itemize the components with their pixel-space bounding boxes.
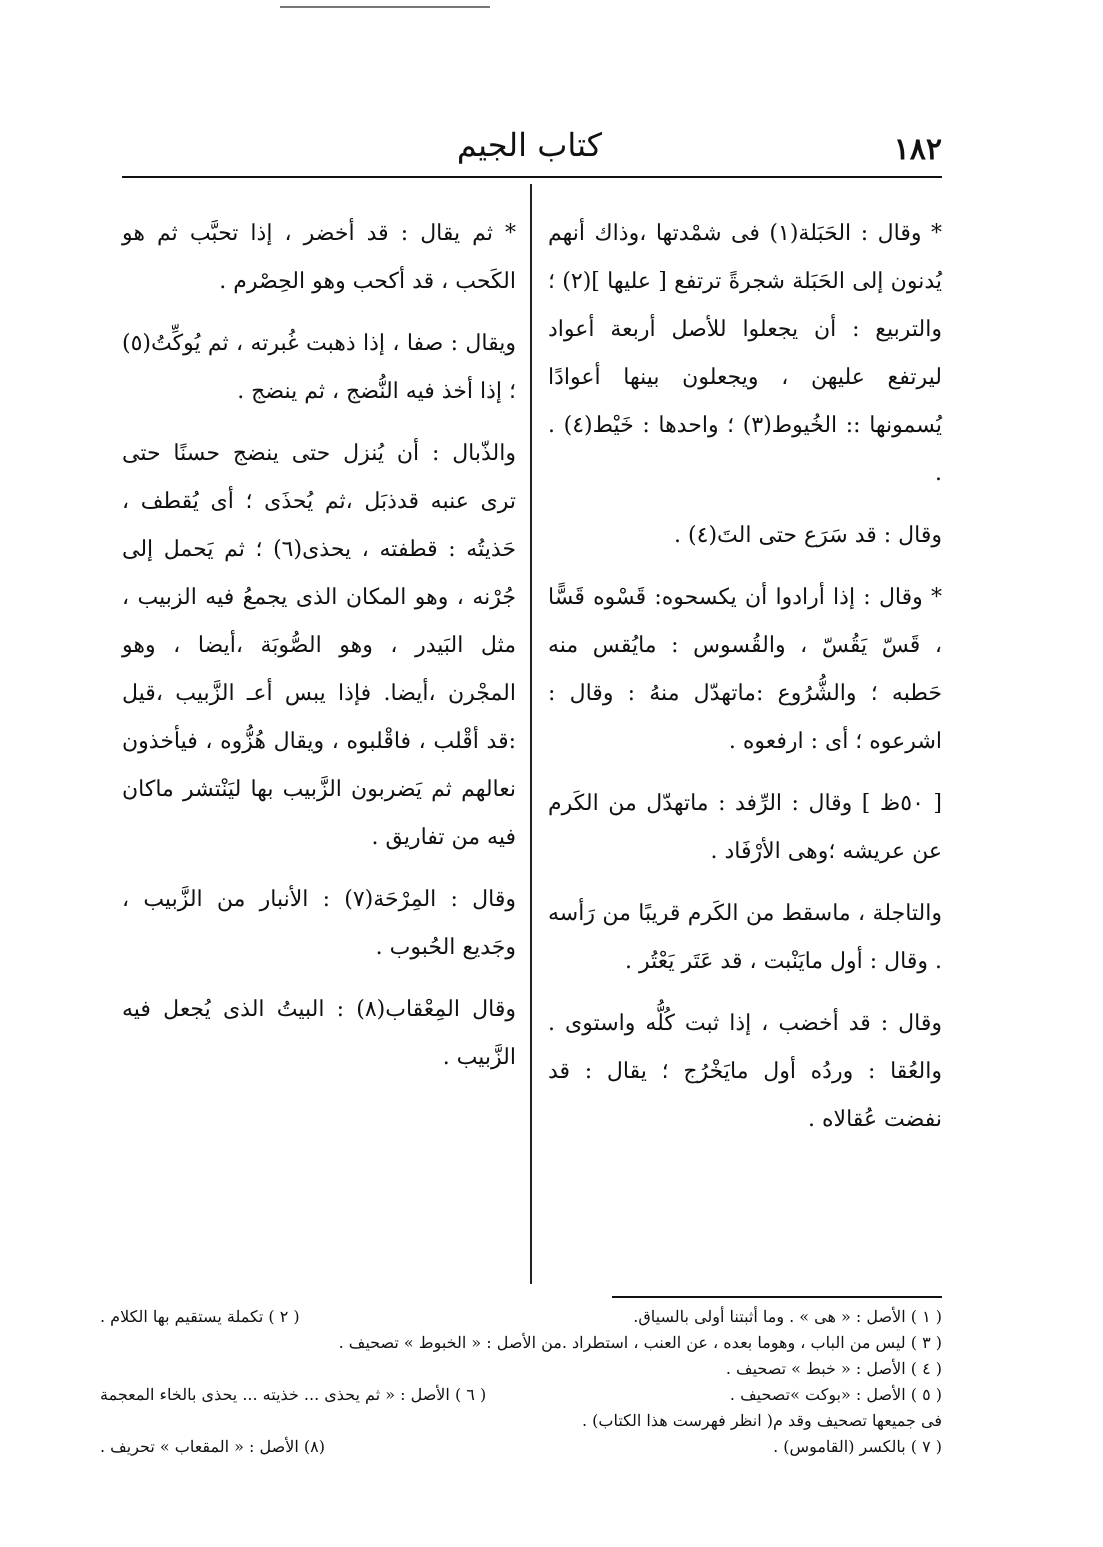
paragraph: وقال : المِرْحَة(٧) : الأنبار من الزَّبيب ، وجَديع الحُبوب . [122,887,516,960]
paragraph: ويقال : صفا ، إذا ذهبت غُبرته ، ثم يُوكِّتُ(٥) ؛ إذا أخذ فيه النُّضج ، ثم ينضج . [122,331,516,404]
header-rule [122,176,942,178]
page-number: ١٨٢ [893,132,942,167]
footnote-row [100,1356,942,1382]
right-column [548,210,942,1158]
running-title: كتاب الجيم [456,126,602,164]
footnote-row [100,1382,942,1408]
footnote: ( ٢ ) تكملة يستقيم بها الكلام . [100,1307,300,1326]
footnote-rule [612,1296,942,1298]
footnote: ( ١ ) الأصل : « هى » . وما أثبتنا أولى بالسياق. [633,1307,942,1326]
footnote: ( ٣ ) ليس من الباب ، وهوما بعده ، عن العنب ، استطراد .من الأصل : « الخبوط » تصحيف . [338,1333,942,1352]
footnote: ( ٤ ) الأصل : « خبط » تصحيف . [725,1359,942,1378]
footnote: ( ٧ ) بالكسر (القاموس) . [773,1437,942,1456]
paragraph: * وقال : إذا أرادوا أن يكسحوه: قَسْوه قَسًّا ، قَسّ يَقُسّ ، والقُسوس : مايُقس منه حَطبه ؛ والشُّرُوع :ماتهدّل منهُ : وقال : اشرعوه ؛ أى : ارفعوه . [548,585,942,754]
footnote: فى جميعها تصحيف وقد م( انظر فهرست هذا الكتاب) . [581,1411,942,1430]
paragraph: والذّبال : أن يُنزل حتى ينضج حسنًا حتى ترى عنبه قدذبَل ،ثم يُحذَى ؛ أى يُقطف ، حَذيتُه : قطفته ، يحذى(٦) ؛ ثم يَحمل إلى جُرْنه ، وهو المكان الذى يجمعُ فيه الزبيب ، مثل البَيدر ، وهو الصُّوبَة ،أيضا ، وهو المجْرن ،أيضا. فإذا يبس أعـ الزَّبيب ،قيل :قد أقْلب ، فاقْلبوه ، ويقال هُزُّوه ، فيأخذون نعالهم ثم يَضربون الزَّبيب بها ليَنْتشر ماكان فيه من تفاريق . [122,441,516,850]
footnote: (٨) الأصل : « المقعاب » تحريف . [100,1437,325,1456]
footnotes [100,1304,942,1460]
footnote-row [100,1304,942,1330]
paragraph: والتاجلة ، ماسقط من الكَرم قريبًا من رَأسه . وقال : أول مايَنْبت ، قد عَتَر يَعْتُر . [548,901,942,974]
paragraph: وقال : قد سَرَع حتى التَ(٤) . [674,523,942,548]
paragraph: * ثم يقال : قد أخضر ، إذا تحبَّب ثم هو الكَحب ، قد أكحب وهو الحِصْرم . [122,221,516,294]
page-header [122,120,942,176]
footnote-row [100,1408,942,1434]
paragraph: [ ٥٠ظ ] وقال : الرِّفد : ماتهدّل من الكَرم عن عريشه ؛وهى الأرْفَاد . [548,791,943,864]
top-rule [280,6,490,8]
footnote: ( ٦ ) الأصل : « ثم يحذى ... خذيته ... يحذى بالخاء المعجمة [100,1385,487,1404]
column-divider [530,184,532,1284]
footnote-row [100,1330,942,1356]
footnote: ( ٥ ) الأصل : «بوكت »تصحيف . [729,1385,942,1404]
paragraph: * وقال : الحَبَلة(١) فى شمْدتها ،وذاك أنهم يُدنون إلى الحَبَلة شجرةً ترتفع [ عليها ](٢) ؛ والتربيع : أن يجعلوا للأصل أربعة أعواد ليرتفع عليهن ، ويجعلون بينها أعوادًا يُسمونها :: الخُيوط(٣) ؛ واحدها : خَيْط(٤) . . [548,221,943,486]
footnote-row [100,1434,942,1460]
paragraph: وقال المِعْقاب(٨) : البيتُ الذى يُجعل فيه الزَّبيب . [122,997,516,1070]
left-column [122,210,516,1096]
paragraph: وقال : قد أخضب ، إذا ثبت كُلُّه واستوى . والعُقا : وردُه أول مايَخْرُج ؛ يقال : قد نفضت عُقالاه . [548,1011,942,1132]
